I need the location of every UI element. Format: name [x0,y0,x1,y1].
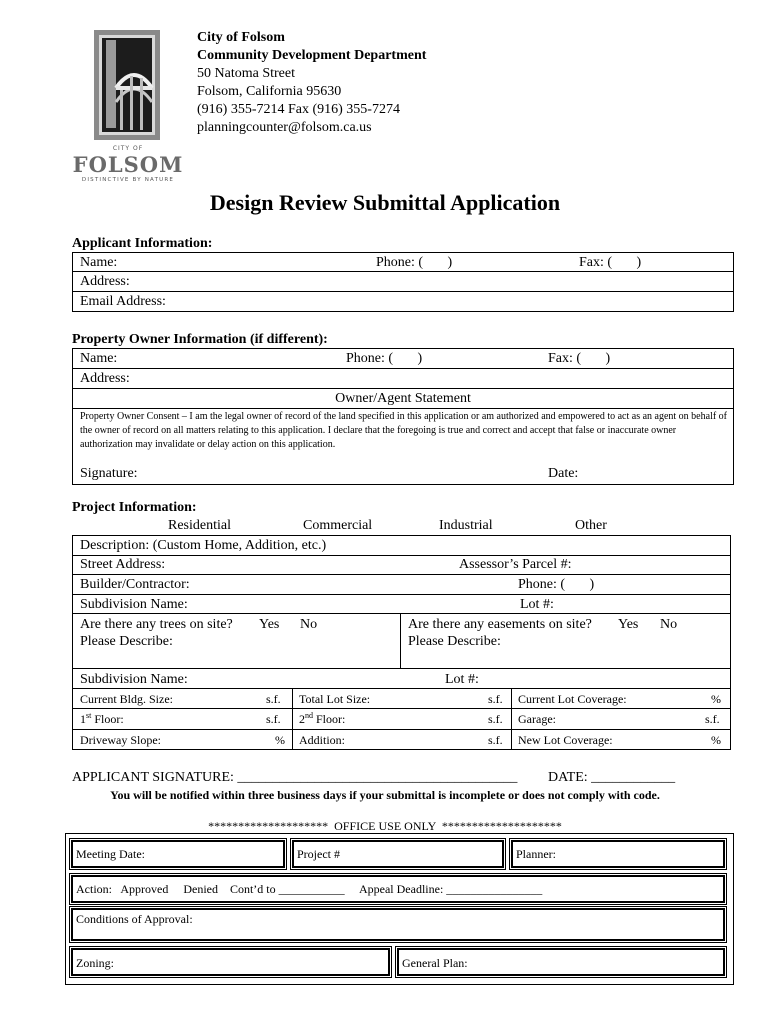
sf-unit: s.f. [488,712,503,726]
email-address: planningcounter@folsom.ca.us [197,120,372,135]
owner-address-field[interactable]: Address: [80,371,130,386]
applicant-email-field[interactable]: Email Address: [80,294,166,309]
new-lot-coverage-field[interactable]: New Lot Coverage: [518,733,613,747]
easements-no-option[interactable]: No [660,617,678,632]
sf-unit: s.f. [266,712,281,726]
trees-yes-option[interactable]: Yes [259,617,280,632]
applicant-name-field[interactable]: Name: [80,255,118,270]
applicant-phone-field[interactable]: Phone: ( ) [376,255,453,270]
action-row-text: Action: Approved Denied Cont’d to ___________ Appeal Deadline: ________________ [76,882,543,896]
owner-consent-text: Property Owner Consent – I am the legal owner of record of the land specified in this application or am authorized and empowered to act as an agent on behalf of the owner of record on all matters relating to this application. I declare that the foregoing is true and correct and accept that false or inaccurate owner authorization may invalidate or delay action on this application. [80,411,728,450]
owner-heading: Property Owner Information (if different): [72,332,328,347]
lot-field-2[interactable]: Lot #: [445,672,479,687]
project-number-label: Project # [297,847,340,861]
builder-phone-field[interactable]: Phone: ( ) [518,577,595,592]
easements-yes-option[interactable]: Yes [618,617,639,632]
project-heading: Project Information: [72,500,197,515]
project-description-field[interactable]: Description: (Custom Home, Addition, etc.) [80,538,327,553]
office-use-banner: ******************** OFFICE USE ONLY ******************** [208,819,562,833]
applicant-signature-line[interactable]: APPLICANT SIGNATURE: ________________________________________ [72,770,518,785]
current-lot-coverage-field[interactable]: Current Lot Coverage: [518,692,627,706]
owner-statement-title: Owner/Agent Statement [335,391,471,406]
second-floor-field[interactable]: 2nd Floor: [299,711,346,726]
applicant-heading: Applicant Information: [72,236,213,251]
easements-question: Are there any easements on site? [408,617,592,632]
owner-fax-field[interactable]: Fax: ( ) [548,351,611,366]
sf-unit: s.f. [705,712,720,726]
garage-field[interactable]: Garage: [518,712,556,726]
street-address-field[interactable]: Street Address: [80,557,166,572]
street-address: 50 Natoma Street [197,66,295,81]
owner-phone-field[interactable]: Phone: ( ) [346,351,423,366]
phone-fax: (916) 355-7214 Fax (916) 355-7274 [197,102,400,117]
project-type-other[interactable]: Other [575,518,607,533]
driveway-slope-field[interactable]: Driveway Slope: [80,733,161,747]
parcel-field[interactable]: Assessor’s Parcel #: [459,557,572,572]
owner-signature-field[interactable]: Signature: [80,466,138,481]
owner-date-field[interactable]: Date: [548,466,579,481]
current-bldg-size-field[interactable]: Current Bldg. Size: [80,692,173,706]
subdivision-field[interactable]: Subdivision Name: [80,597,188,612]
org-name: City of Folsom [197,30,285,45]
percent-unit: % [711,692,721,706]
meeting-date-label: Meeting Date: [76,847,145,861]
project-type-industrial[interactable]: Industrial [439,518,493,533]
notification-notice: You will be notified within three business days if your submittal is incomplete or does not comply with code. [110,788,660,802]
owner-name-field[interactable]: Name: [80,351,118,366]
applicant-date-line[interactable]: DATE: ____________ [548,770,676,785]
conditions-label: Conditions of Approval: [76,912,193,926]
trees-describe-field[interactable]: Please Describe: [80,634,173,649]
logo-tagline: DISTINCTIVE BY NATURE [81,177,175,183]
percent-unit: % [711,733,721,747]
project-type-residential[interactable]: Residential [168,518,231,533]
total-lot-size-field[interactable]: Total Lot Size: [299,692,371,706]
easements-describe-field[interactable]: Please Describe: [408,634,501,649]
zoning-label: Zoning: [76,956,114,970]
trees-no-option[interactable]: No [300,617,318,632]
page-title: Design Review Submittal Application [209,190,561,215]
city-logo [68,28,188,188]
planner-label: Planner: [516,847,556,861]
applicant-address-field[interactable]: Address: [80,274,130,289]
applicant-fax-field[interactable]: Fax: ( ) [579,255,642,270]
general-plan-label: General Plan: [402,956,468,970]
sf-unit: s.f. [488,733,503,747]
subdivision-field-2[interactable]: Subdivision Name: [80,672,188,687]
builder-field[interactable]: Builder/Contractor: [80,577,190,592]
trees-question: Are there any trees on site? [80,617,233,632]
logo-wordmark: FOLSOM [72,152,184,177]
bridge-icon [68,28,188,143]
lot-field[interactable]: Lot #: [520,597,554,612]
sf-unit: s.f. [488,692,503,706]
sf-unit: s.f. [266,692,281,706]
dept-name: Community Development Department [197,48,427,63]
percent-unit: % [275,733,285,747]
logo-city-of: CITY OF [112,145,144,152]
zoning-box[interactable] [71,948,390,976]
city-address: Folsom, California 95630 [197,84,342,99]
first-floor-field[interactable]: 1st Floor: [80,711,124,726]
addition-field[interactable]: Addition: [299,733,346,747]
project-type-commercial[interactable]: Commercial [303,518,373,533]
